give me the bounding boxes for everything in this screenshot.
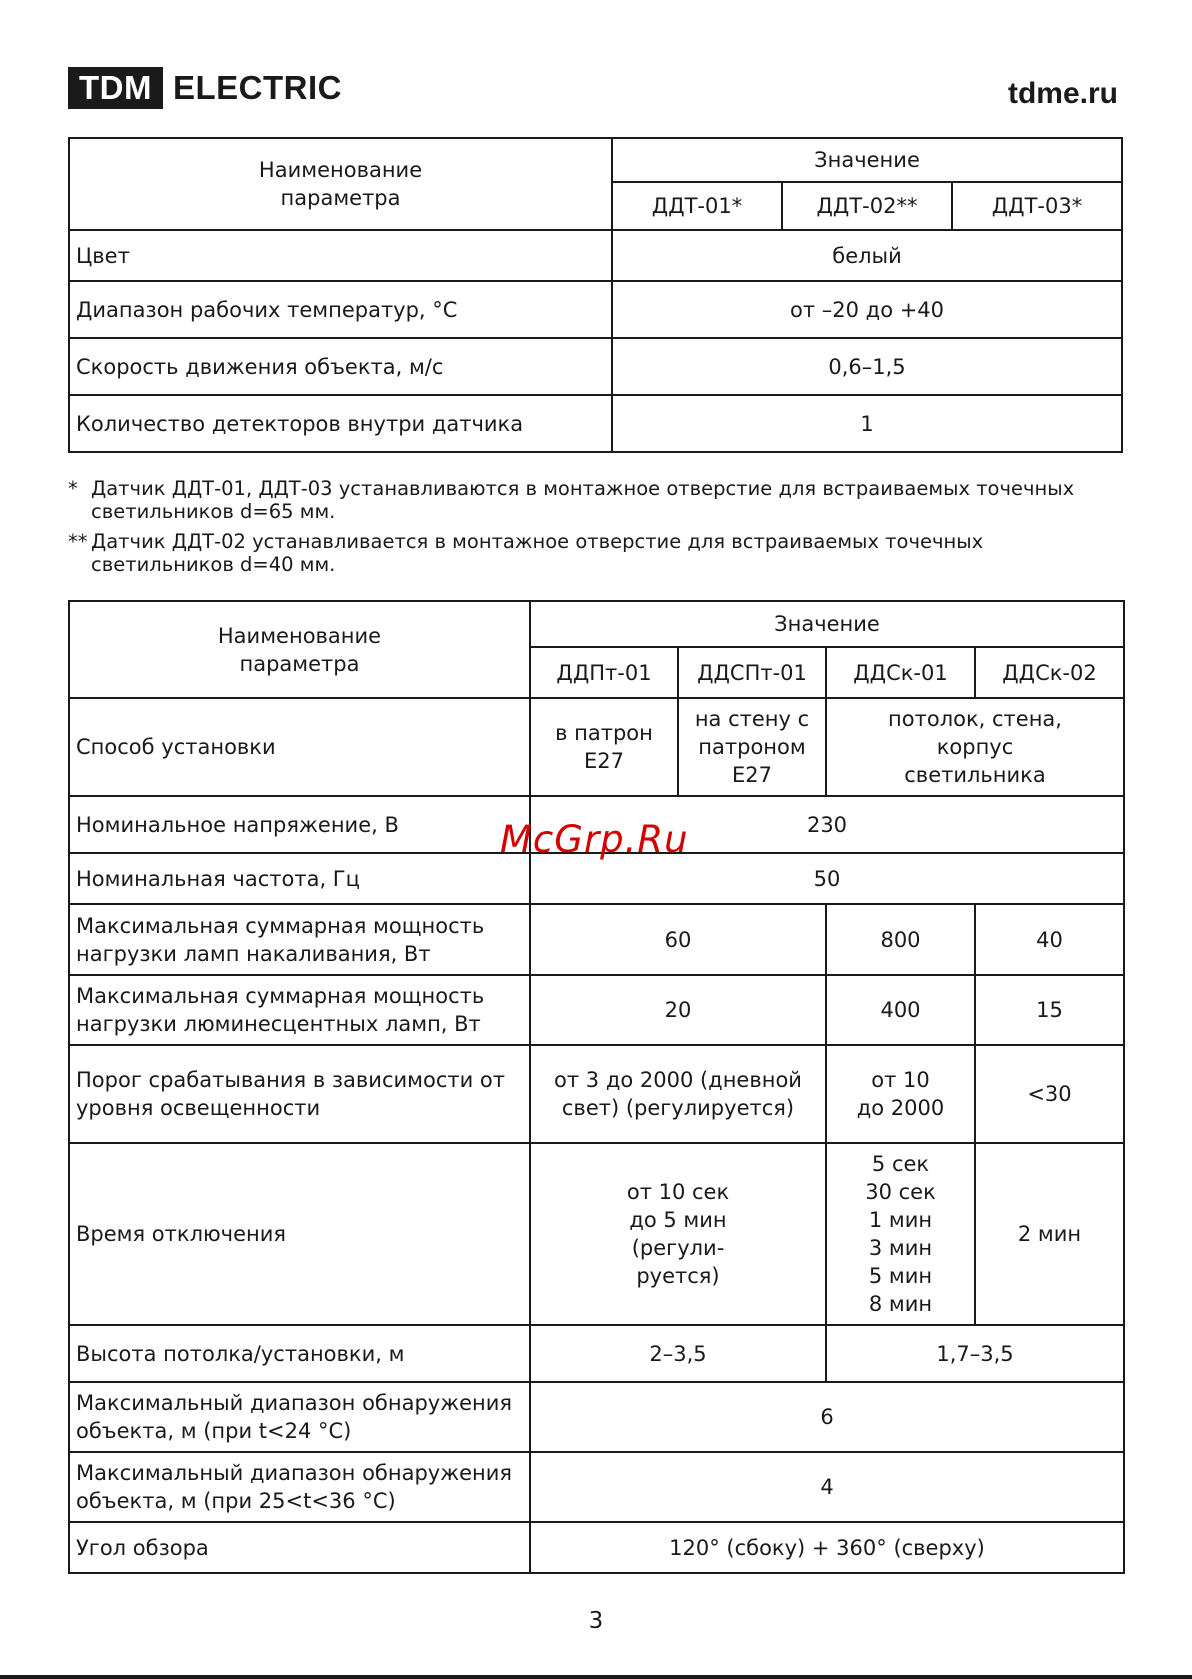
footnote-mark: * (68, 477, 78, 500)
param-value: от 10 сек до 5 мин (регули- руется) (530, 1143, 826, 1325)
param-name: Максимальный диапазон обнаружения объекта, м (при 25<t<36 °C) (69, 1452, 530, 1522)
param-value: потолок, стена, корпус светильника (826, 698, 1124, 796)
footnote (68, 530, 1128, 576)
param-value: 15 (975, 975, 1124, 1045)
model-header: ДДСк-01 (826, 647, 975, 698)
model-header: ДДТ-03* (952, 182, 1122, 230)
param-value: 6 (530, 1382, 1124, 1452)
param-value: 400 (826, 975, 975, 1045)
footnote-text: Датчик ДДТ-02 устанавливается в монтажное отверстие для встраиваемых точечных светильников d=40 мм. (91, 530, 984, 576)
param-name: Время отключения (69, 1143, 530, 1325)
param-name: Максимальный диапазон обнаружения объекта, м (при t<24 °C) (69, 1382, 530, 1452)
param-value: от 10 до 2000 (826, 1045, 975, 1143)
page-number: 3 (588, 1608, 604, 1634)
model-header: ДДСк-02 (975, 647, 1124, 698)
param-value: 5 сек 30 сек 1 мин 3 мин 5 мин 8 мин (826, 1143, 975, 1325)
param-value: 4 (530, 1452, 1124, 1522)
param-value: от –20 до +40 (612, 281, 1122, 338)
param-value: 50 (530, 853, 1124, 904)
param-name: Максимальная суммарная мощность нагрузки люминесцентных ламп, Вт (69, 975, 530, 1045)
param-value: 230 (530, 796, 1124, 853)
param-value: 0,6–1,5 (612, 338, 1122, 395)
param-name: Способ установки (69, 698, 530, 796)
param-name: Высота потолка/установки, м (69, 1325, 530, 1382)
param-name: Количество детекторов внутри датчика (69, 395, 612, 452)
footnote (68, 477, 1128, 523)
param-value: 1,7–3,5 (826, 1325, 1124, 1382)
param-value: от 3 до 2000 (дневной свет) (регулируется) (530, 1045, 826, 1143)
footnotes (68, 477, 1128, 583)
site-url[interactable]: tdme.ru (1007, 77, 1118, 110)
param-name: Угол обзора (69, 1522, 530, 1573)
brand-logo (68, 67, 342, 109)
param-name: Порог срабатывания в зависимости от уровня освещенности (69, 1045, 530, 1143)
param-value: 800 (826, 904, 975, 975)
param-value: 120° (сбоку) + 360° (сверху) (530, 1522, 1124, 1573)
footnote-mark: ** (68, 530, 88, 553)
param-value: 1 (612, 395, 1122, 452)
param-name: Номинальное напряжение, В (69, 796, 530, 853)
spec-table-ddt (68, 137, 1123, 453)
param-value: 60 (530, 904, 826, 975)
spec-table-sensors (68, 600, 1125, 1574)
param-header: Наименование параметра (69, 601, 530, 698)
param-value: белый (612, 230, 1122, 281)
value-header: Значение (530, 601, 1124, 647)
param-header: Наименование параметра (69, 138, 612, 230)
model-header: ДДТ-02** (782, 182, 952, 230)
param-value: 40 (975, 904, 1124, 975)
param-value: 2 мин (975, 1143, 1124, 1325)
param-value: в патрон Е27 (530, 698, 678, 796)
param-name: Диапазон рабочих температур, °С (69, 281, 612, 338)
logo-text: ELECTRIC (172, 69, 342, 106)
param-name: Номинальная частота, Гц (69, 853, 530, 904)
value-header: Значение (612, 138, 1122, 182)
logo-box: TDM (68, 67, 163, 109)
param-value: 2–3,5 (530, 1325, 826, 1382)
model-header: ДДСПт-01 (678, 647, 826, 698)
param-value: <30 (975, 1045, 1124, 1143)
param-name: Цвет (69, 230, 612, 281)
bottom-bar (0, 1675, 1192, 1679)
param-name: Скорость движения объекта, м/с (69, 338, 612, 395)
model-header: ДДТ-01* (612, 182, 782, 230)
footnote-text: Датчик ДДТ-01, ДДТ-03 устанавливаются в монтажное отверстие для встраиваемых точечных светильников d=65 мм. (91, 477, 1075, 523)
model-header: ДДПт-01 (530, 647, 678, 698)
watermark: McGrp.Ru (500, 818, 689, 861)
param-name: Максимальная суммарная мощность нагрузки ламп накаливания, Вт (69, 904, 530, 975)
param-value: 20 (530, 975, 826, 1045)
param-value: на стену с патроном Е27 (678, 698, 826, 796)
